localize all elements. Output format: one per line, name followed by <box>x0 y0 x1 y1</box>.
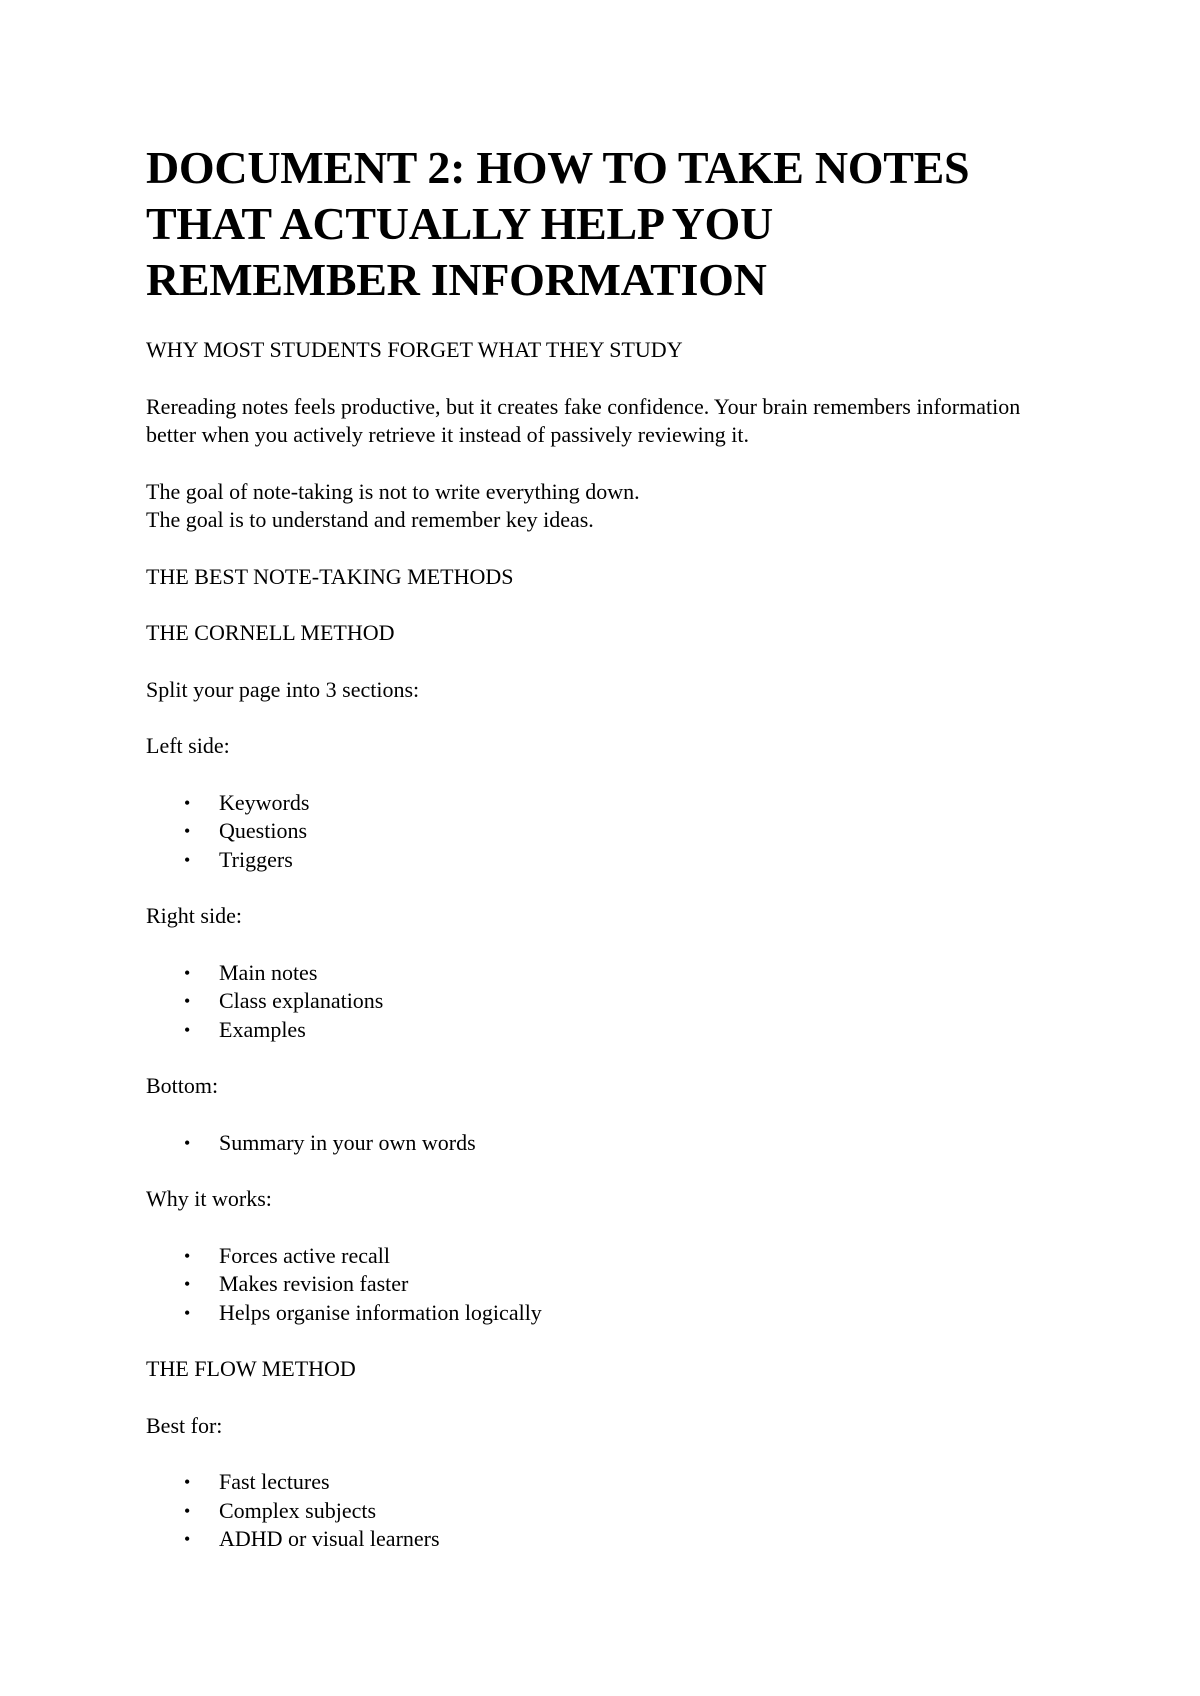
list-item-text: Triggers <box>219 846 293 872</box>
bullet-icon: • <box>184 1472 191 1492</box>
list-item-text: Summary in your own words <box>219 1129 476 1155</box>
paragraph: Left side: <box>146 733 230 758</box>
list-item <box>146 1270 1046 1299</box>
bullet-list <box>146 789 1046 875</box>
bullet-icon: • <box>184 991 191 1011</box>
list-item-text: Fast lectures <box>219 1469 330 1494</box>
bullet-list <box>146 959 1046 1045</box>
paragraph <box>146 478 1046 535</box>
list-item-text: Helps organise information logically <box>219 1299 542 1325</box>
list-item <box>146 846 1046 875</box>
bullet-icon: • <box>184 1019 191 1040</box>
paragraph-line: The goal is to understand and remember key ideas. <box>146 507 594 532</box>
paragraph: Best for: <box>146 1412 223 1438</box>
bullet-list <box>146 1468 1046 1554</box>
list-item <box>146 817 1046 846</box>
list-item-text: Complex subjects <box>219 1497 377 1523</box>
list-item-text: Class explanations <box>219 988 384 1013</box>
list-item <box>146 987 1046 1016</box>
list-item-text: Questions <box>219 818 307 843</box>
bullet-icon: • <box>184 962 191 983</box>
paragraph: THE FLOW METHOD <box>146 1356 356 1381</box>
paragraph: WHY MOST STUDENTS FORGET WHAT THEY STUDY <box>146 337 683 362</box>
paragraph: Bottom: <box>146 1073 219 1098</box>
list-item <box>146 1299 1046 1328</box>
paragraph: Right side: <box>146 903 242 928</box>
list-item-text: Main notes <box>219 959 318 985</box>
document-page <box>146 140 1046 1582</box>
paragraph: THE BEST NOTE-TAKING METHODS <box>146 563 514 589</box>
paragraph: Why it works: <box>146 1186 272 1211</box>
list-item-text: Examples <box>219 1016 306 1042</box>
bullet-icon: • <box>184 1245 191 1266</box>
list-item <box>146 1016 1046 1045</box>
bullet-icon: • <box>184 792 191 813</box>
bullet-icon: • <box>184 1302 191 1323</box>
bullet-list <box>146 1242 1046 1328</box>
paragraph: Split your page into 3 sections: <box>146 676 420 702</box>
document-body <box>146 336 1046 1554</box>
document-title: DOCUMENT 2: HOW TO TAKE NOTES THAT ACTUALLY HELP YOU REMEMBER INFORMATION <box>146 142 970 305</box>
paragraph: Rereading notes feels productive, but it creates fake confidence. Your brain remembers information better when you actively retrieve it instead of passively reviewing it. <box>146 393 1021 447</box>
bullet-icon: • <box>184 1529 191 1549</box>
bullet-icon: • <box>184 821 191 841</box>
paragraph: THE CORNELL METHOD <box>146 620 395 645</box>
list-item-text: ADHD or visual learners <box>219 1526 440 1551</box>
bullet-icon: • <box>184 1132 191 1153</box>
list-item <box>146 1468 1046 1497</box>
bullet-icon: • <box>184 1274 191 1294</box>
bullet-list <box>146 1129 1046 1158</box>
list-item <box>146 1497 1046 1526</box>
paragraph-line: The goal of note-taking is not to write everything down. <box>146 478 640 504</box>
list-item <box>146 789 1046 818</box>
bullet-icon: • <box>184 1500 191 1521</box>
list-item-text: Makes revision faster <box>219 1271 409 1296</box>
list-item <box>146 959 1046 988</box>
list-item <box>146 1129 1046 1158</box>
list-item-text: Keywords <box>219 789 310 815</box>
list-item-text: Forces active recall <box>219 1242 391 1268</box>
list-item <box>146 1525 1046 1554</box>
bullet-icon: • <box>184 849 191 870</box>
list-item <box>146 1242 1046 1271</box>
